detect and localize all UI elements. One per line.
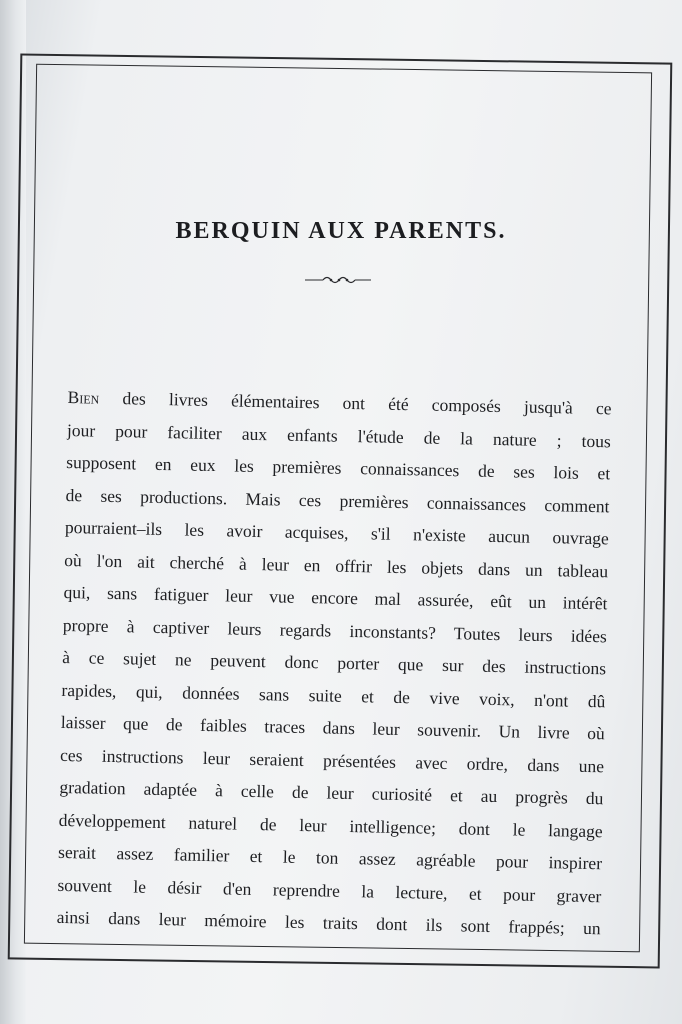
body-paragraph <box>56 381 611 945</box>
lead-word: Bien <box>67 386 100 408</box>
text-line: de ses productions. Mais ces premières connaissances comment <box>65 484 610 516</box>
ornament-icon <box>303 272 373 288</box>
text-line: jour pour faciliter aux enfants l'étude de la nature ; tous <box>66 419 612 451</box>
text-line: ainsi dans leur mémoire les traits dont ils sont frappés; un <box>56 906 601 939</box>
text-line: rapides, qui, données sans suite et de vive voix, n'ont dû <box>61 679 606 711</box>
text-line: laisser que de faibles traces dans leur souvenir. Un livre où <box>60 711 605 744</box>
text-line: gradation adaptée à celle de leur curiosité et au progrès du <box>59 776 604 809</box>
text-line: pourraient–ils les avoir acquises, s'il n'existe aucun ouvrage <box>64 516 610 549</box>
text-line: serait assez familier et le ton assez agréable pour inspirer <box>57 841 603 874</box>
text-line: développement naturel de leur intelligence; dont le langage <box>58 809 603 841</box>
text-line: supposent en eux les premières connaissances de ses lois et <box>66 451 611 484</box>
text-line: ces instructions leur seraient présentées avec ordre, dans une <box>59 744 605 776</box>
text-line: qui, sans fatiguer leur vue encore mal assurée, eût un intérêt <box>63 581 608 614</box>
page-title: BERQUIN AUX PARENTS. <box>175 218 507 244</box>
text-line: à ce sujet ne peuvent donc porter que sur des instructions <box>62 646 607 679</box>
text-line: où l'on ait cherché à leur en offrir les objets dans un tableau <box>64 549 609 581</box>
text-line: souvent le désir d'en reprendre la lecture, et pour graver <box>57 874 602 906</box>
text-line: propre à captiver leurs regards inconstants? Toutes leurs idées <box>62 614 607 646</box>
text-line: Bien des livres élémentaires ont été composés jusqu'à ce <box>67 386 612 419</box>
